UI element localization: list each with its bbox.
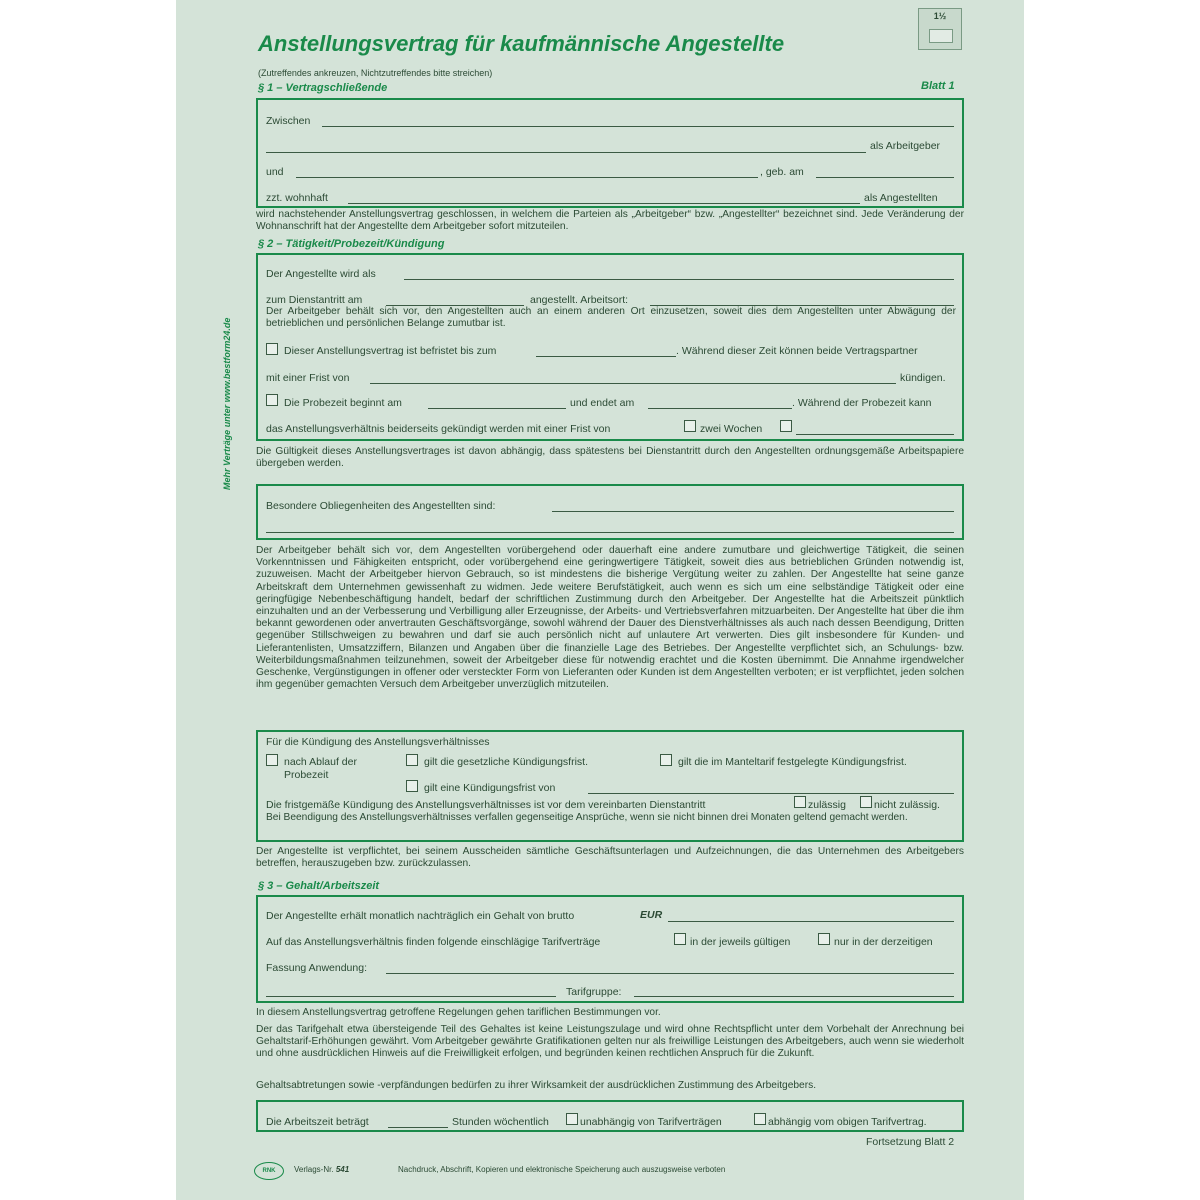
label-waehrend: . Während dieser Zeit können beide Vertragspartner (676, 345, 918, 357)
employee-name-field[interactable] (296, 177, 758, 178)
birthdate-field[interactable] (816, 177, 954, 178)
section-3-heading: § 3 – Gehalt/Arbeitszeit (258, 880, 380, 892)
statutory-notice-checkbox[interactable] (406, 754, 418, 766)
independent-checkbox[interactable] (566, 1113, 578, 1125)
current-version-checkbox[interactable] (674, 933, 686, 945)
parties-text: wird nachstehender Anstellungsvertrag geschlossen, in welchem die Parteien als „Arbeitgeber“ bzw. „Angestellter“ bezeichnet sind. Jede Veränderung der Wohnanschrift hat der Angestellte dem Arbeitgeber sofort mitzuteilen. (256, 209, 964, 233)
publisher-logo: RNK (254, 1162, 284, 1180)
probation-end-field[interactable] (648, 408, 792, 409)
collective-agreement-field[interactable] (386, 973, 954, 974)
assignment-text: Gehaltsabtretungen sowie -verpfändungen bedürfen zu ihrer Wirksamkeit der ausdrücklichen Zustimmung des Arbeitgebers. (256, 1080, 817, 1091)
employer-rights-text: Der Arbeitgeber behält sich vor, dem Angestellten vorübergehend oder dauerhaft eine andere zumutbare und gleichwertige Tätigkeit, die seinen Vorkenntnissen und Fähigkeiten entspricht, oder vorübergehend eine geringwertigere Tätigkeit, soweit dies aus betrieblichen Gründen notwendig ist, zuzuweisen. Macht der Arbeitgeber hiervon Gebrauch, so ist mindestens die bisherige Vergütung weiter zu zahlen. Der Angestellte hat seine ganze Arbeitskraft dem Unternehmen gewissenhaft zu widmen. Jede weitere Berufstätigkeit, auch wenn es sich um eine selbständige Tätigkeit oder eine geringfügige Nebenbeschäftigung handelt, bedarf der schriftlichen Zustimmung durch den Arbeitgeber. Der Angestellte hat die Arbeitszeit pünktlich einzuhalten und an der Verbesserung und Verbilligung aller Erzeugnisse, der Arbeits- und Vertriebsverfahren mitzuarbeiten. Der Angestellte hat über die ihm bekannt gewordenen oder anvertrauten Geschäftsvorgänge, sowohl während der Dauer des Dienstverhältnisses als auch nach dessen Beendigung, Dritten gegenüber Stillschweigen zu bewahren und darf sie auch persönlich nicht auf unlautere Art verwerten. Dies gilt insbesondere für Kunden- und Lieferantenlisten, Umsatzziffern, Bilanzen und Angaben über die finanzielle Lage des Betriebes. Der Angestellte verpflichtet sich, an Schulungs- bzw. Weiterbildungsmaßnahmen teilzunehmen, soweit der Arbeitgeber diese für notwendig erachtet und die Kosten übernimmt. Die Annahme irgendwelcher Geschenke, Vergünstigungen in offener oder versteckter Form von Lieferanten oder Kunden ist dem Angestellten verboten; er ist verpflichtet, jeden solchen ihm gegenüber gemachten Versuch dem Arbeitgeber unverzüglich mitzuteilen. (256, 545, 964, 691)
label-angestellten: als Angestellten (864, 192, 938, 204)
label-jeweils: in der jeweils gültigen (690, 936, 791, 948)
duties-field-2[interactable] (266, 532, 954, 533)
verlag-label: Verlags-Nr. (294, 1165, 334, 1174)
duties-field-1[interactable] (552, 511, 954, 512)
stack-icon (929, 29, 953, 43)
instruction-note: (Zutreffendes ankreuzen, Nichtzutreffendes bitte streichen) (258, 68, 493, 78)
collective-notice-checkbox[interactable] (660, 754, 672, 766)
allowed-checkbox[interactable] (794, 796, 806, 808)
two-weeks-checkbox[interactable] (684, 420, 696, 432)
label-tarifgruppe: Tarifgruppe: (566, 986, 622, 998)
notice-period-field[interactable] (370, 383, 896, 384)
other-period-field[interactable] (796, 434, 954, 435)
after-probation-checkbox[interactable] (266, 754, 278, 766)
label-manteltarif: gilt die im Manteltarif festgelegte Kündigungsfrist. (678, 756, 907, 768)
present-version-checkbox[interactable] (818, 933, 830, 945)
label-eur: EUR (640, 909, 663, 921)
label-endet: und endet am (570, 397, 635, 409)
fixed-term-checkbox[interactable] (266, 343, 278, 355)
return-documents-text: Der Angestellte ist verpflichtet, bei seinem Ausscheiden sämtliche Geschäftsunterlagen und Aufzeichnungen, die das Unternehmen des Arbeitgebers betreffen, herauszugeben bzw. zurückzulassen. (256, 846, 964, 870)
badge-label: 1½ (933, 11, 947, 21)
label-frist: mit einer Frist von (266, 372, 350, 384)
label-gehalt: Der Angestellte erhält monatlich nachträglich ein Gehalt von brutto (266, 910, 575, 922)
excess-salary-text: Der das Tarifgehalt etwa übersteigende Teil des Gehaltes ist keine Leistungszulage und wird ohne Rechtspflicht unter dem Vorbehalt der Anrechnung bei Gehaltstarif-Erhöhungen gewährt. Vom Arbeitgeber gewährte Gratifikationen gelten nur als freiwillige Leistungen des Arbeitgebers, auch wenn sie wiederholt und ohne ausdrücklichen Hinweis auf die Freiwilligkeit erfolgen, und begründen keinen rechtlichen Anspruch für die Zukunft. (256, 1024, 964, 1060)
precedence-text: In diesem Anstellungsvertrag getroffene Regelungen gehen tariflichen Bestimmungen vor. (256, 1007, 661, 1018)
form-title: Anstellungsvertrag für kaufmännische Angestellte (258, 31, 785, 56)
employer-name-field[interactable] (322, 126, 954, 127)
label-fassung: Fassung Anwendung: (266, 962, 367, 974)
label-dienstantritt: zum Dienstantritt am (266, 294, 363, 306)
label-zwei-wochen: zwei Wochen (700, 423, 763, 435)
label-gesetzlich: gilt die gesetzliche Kündigungsfrist. (424, 756, 589, 768)
label-probezeit: Die Probezeit beginnt am (284, 397, 402, 409)
label-arbeitsort: angestellt. Arbeitsort: (530, 294, 629, 306)
label-obliegenheiten: Besondere Obliegenheiten des Angestellten sind: (266, 500, 496, 512)
label-und: und (266, 166, 284, 178)
label-wohnhaft: zzt. wohnhaft (266, 192, 328, 204)
custom-notice-field[interactable] (588, 793, 954, 794)
label-arbeitgeber: als Arbeitgeber (870, 140, 941, 152)
copyright-notice: Nachdruck, Abschrift, Kopieren und elektronische Speicherung auch auszugsweise verboten (398, 1165, 726, 1174)
residence-field[interactable] (348, 203, 860, 204)
label-waehrend-probe: . Während der Probezeit kann (792, 397, 932, 409)
label-kuendigen: kündigen. (900, 372, 946, 384)
dependent-checkbox[interactable] (754, 1113, 766, 1125)
hours-field[interactable] (388, 1127, 448, 1128)
label-fristgemaess: Die fristgemäße Kündigung des Anstellungsverhältnisses ist vor dem vereinbarten Dienstantritt (266, 799, 706, 811)
forfeiture-text: Bei Beendigung des Anstellungsverhältnisses verfallen gegenseitige Ansprüche, wenn sie nicht binnen drei Monaten geltend gemacht werden. (266, 812, 908, 823)
probation-start-field[interactable] (428, 408, 566, 409)
validity-text: Die Gültigkeit dieses Anstellungsvertrages ist davon abhängig, dass spätestens bei Dienstantritt durch den Angestellten ordnungsgemäße Arbeitspapiere übergeben werden. (256, 446, 964, 470)
label-unabhaengig: unabhängig von Tarifverträgen (580, 1116, 722, 1128)
pay-group-field[interactable] (634, 996, 954, 997)
label-kuendigung-head: Für die Kündigung des Anstellungsverhältnisses (266, 736, 490, 748)
fixed-term-date-field[interactable] (536, 356, 676, 357)
label-tarif: Auf das Anstellungsverhältnis finden folgende einschlägige Tarifverträge (266, 936, 601, 948)
half-sheet-badge (918, 8, 962, 50)
sheet-number: Blatt 1 (921, 80, 955, 92)
other-period-checkbox[interactable] (780, 420, 792, 432)
parties-box (256, 98, 964, 208)
probation-checkbox[interactable] (266, 394, 278, 406)
label-geb: , geb. am (760, 166, 804, 178)
section-1-heading: § 1 – Vertragschließende (258, 82, 388, 94)
label-befristet: Dieser Anstellungsvertrag ist befristet bis zum (284, 345, 497, 357)
not-allowed-checkbox[interactable] (860, 796, 872, 808)
label-arbeitszeit: Die Arbeitszeit beträgt (266, 1116, 369, 1128)
position-field[interactable] (404, 279, 954, 280)
continuation-note: Fortsetzung Blatt 2 (866, 1136, 955, 1148)
label-zulaessig: zulässig (808, 799, 846, 811)
verlag-number: 541 (335, 1165, 350, 1174)
salary-field[interactable] (668, 921, 954, 922)
label-nach-ablauf: nach Ablauf der Probezeit (284, 756, 357, 781)
section-2-heading: § 2 – Tätigkeit/Probezeit/Kündigung (258, 238, 445, 250)
label-frist-von: gilt eine Kündigungsfrist von (424, 782, 556, 794)
footer-verlag (294, 1165, 349, 1174)
label-stunden: Stunden wöchentlich (452, 1116, 549, 1128)
label-derzeitigen: nur in der derzeitigen (834, 936, 933, 948)
label-zwischen: Zwischen (266, 115, 311, 127)
custom-notice-checkbox[interactable] (406, 780, 418, 792)
label-gekuendigt: das Anstellungsverhältnis beiderseits gekündigt werden mit einer Frist von (266, 423, 611, 435)
label-angestellte-als: Der Angestellte wird als (266, 268, 376, 280)
employer-address-field[interactable] (266, 152, 866, 153)
sidebar-url-text: Mehr Verträge unter www.bestform24.de (222, 317, 232, 490)
label-nicht-zulaessig: nicht zulässig. (874, 799, 940, 811)
collective-agreement-field-2[interactable] (266, 996, 556, 997)
workplace-text: Der Arbeitgeber behält sich vor, den Angestellten auch an einem anderen Ort einzusetzen, soweit dies dem Angestellten unter Abwägung der betrieblichen und persönlichen Belange zumutbar ist. (266, 306, 956, 330)
label-abhaengig: abhängig vom obigen Tarifvertrag. (768, 1116, 927, 1128)
